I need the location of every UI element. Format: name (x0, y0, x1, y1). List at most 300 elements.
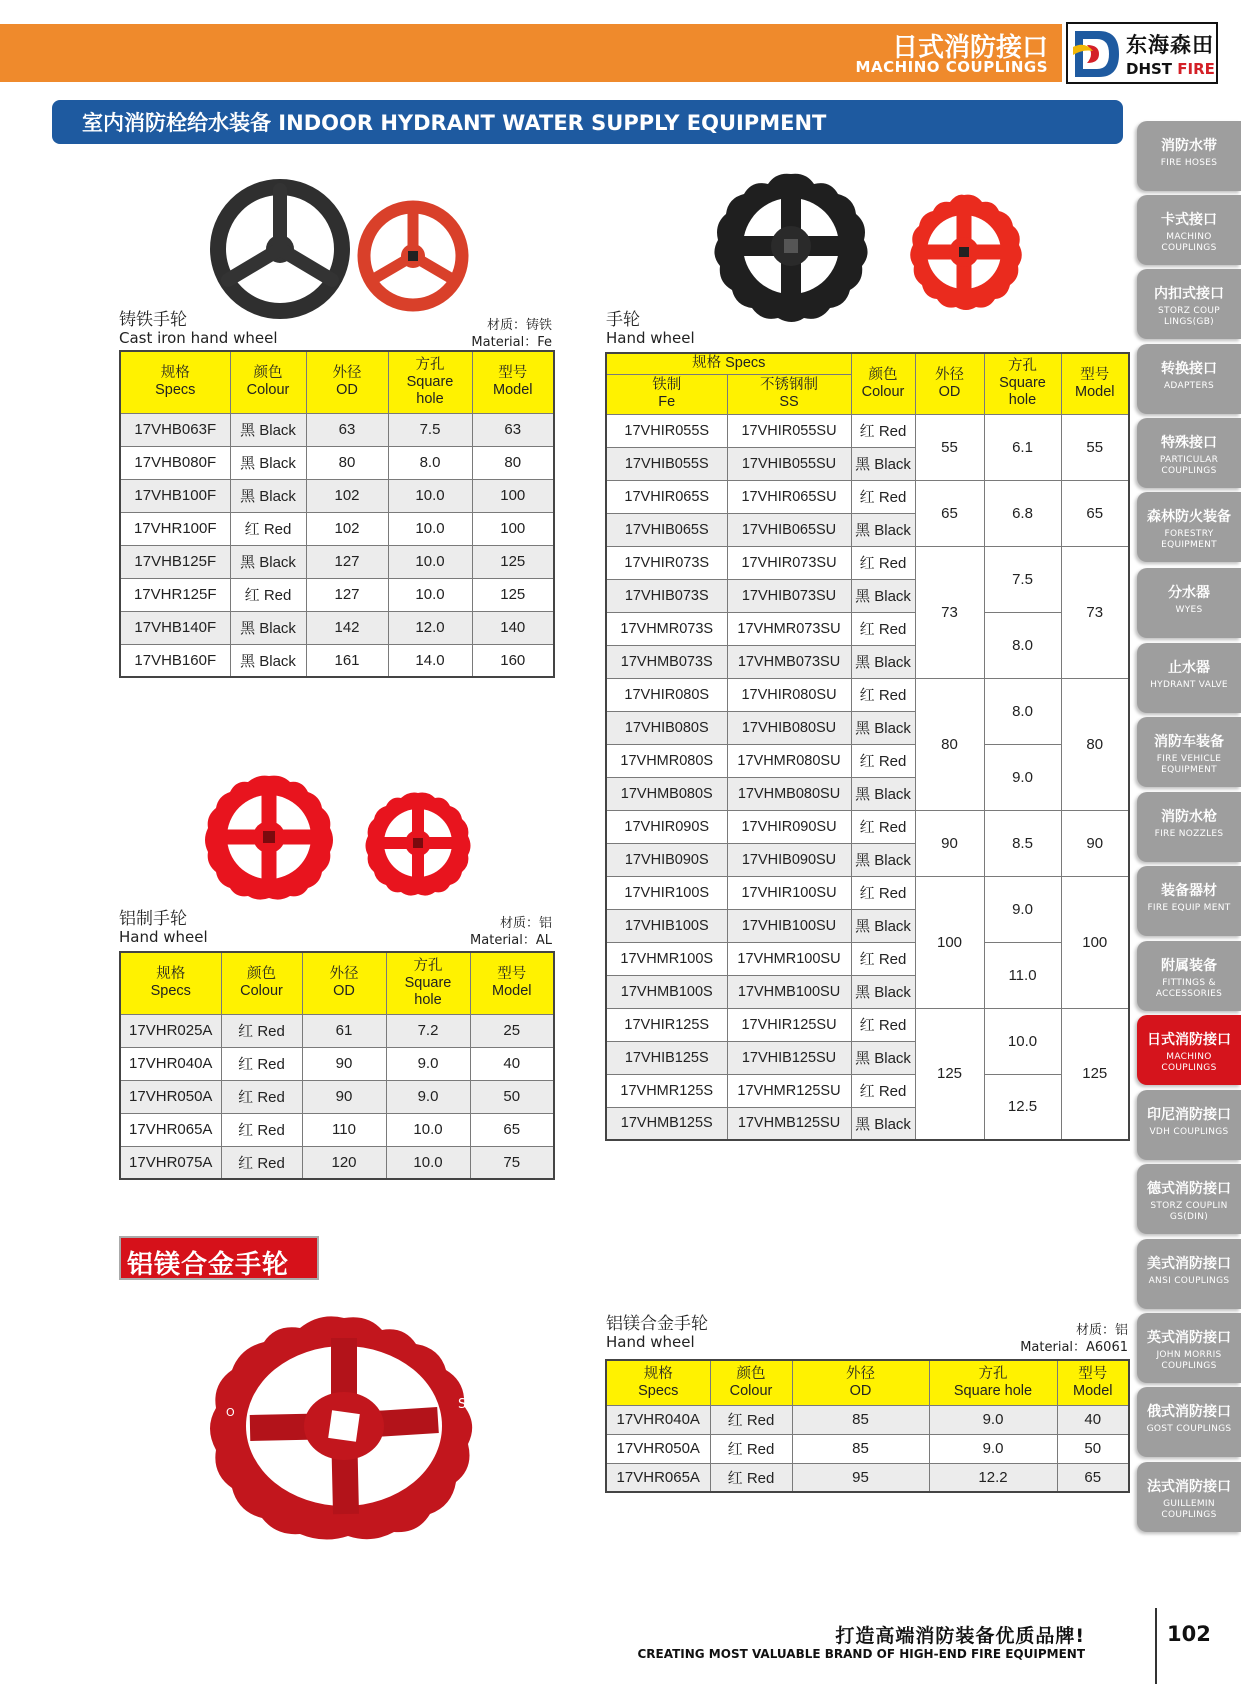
side-nav-item[interactable] (1137, 1015, 1241, 1085)
table-cell: 160 (472, 644, 554, 677)
table-row (120, 1080, 554, 1113)
col-specs-group: 规格 Specs (606, 353, 851, 374)
table-cell: 17VHIR100SU (727, 876, 851, 909)
table-cell: 90 (302, 1047, 386, 1080)
table-cell: 85 (792, 1405, 929, 1434)
table-cell: 17VHB160F (120, 644, 230, 677)
table-cell: 红 Red (221, 1113, 302, 1146)
aluminium-title-cn: 铝制手轮 (119, 909, 187, 929)
od-cell: 100 (915, 876, 984, 1008)
table-cell: 黑 Black (230, 644, 306, 677)
table-cell: 25 (470, 1014, 554, 1047)
od-cell: 55 (915, 414, 984, 480)
header-bar (0, 24, 1062, 82)
side-nav-item[interactable] (1137, 568, 1241, 638)
side-nav-item-label-en: VDH COUPLINGS (1149, 1127, 1229, 1137)
side-nav-item-label-en: JOHN MORRIS COUPLINGS (1156, 1350, 1222, 1371)
handwheel-black-image (708, 168, 874, 328)
table-cell: 17VHMB100SU (727, 975, 851, 1008)
section-title-bar (52, 100, 1123, 144)
table-cell: 黑 Black (851, 777, 915, 810)
side-nav-item-label-en: FIRE NOZZLES (1154, 829, 1224, 839)
side-nav-item[interactable] (1137, 941, 1241, 1011)
table-cell: 17VHIR065S (606, 480, 727, 513)
table-cell: 17VHIR055S (606, 414, 727, 447)
table-row (120, 413, 554, 446)
table-cell: 65 (470, 1113, 554, 1146)
table-cell: 65 (1057, 1463, 1129, 1492)
table-cell: 17VHR100F (120, 512, 230, 545)
col-square-hole: 方孔 Square hole (386, 952, 470, 1014)
square-hole-cell: 6.8 (984, 480, 1061, 546)
table-cell: 17VHR040A (120, 1047, 221, 1080)
table-cell: 17VHR040A (606, 1405, 710, 1434)
side-nav-item[interactable] (1137, 1462, 1241, 1532)
table-cell: 17VHIB073SU (727, 579, 851, 612)
table-cell: 红 Red (230, 578, 306, 611)
square-hole-cell: 9.0 (984, 744, 1061, 810)
table-row (120, 1047, 554, 1080)
col-model: 型号 Model (1061, 353, 1129, 414)
table-cell: 17VHMB080S (606, 777, 727, 810)
alloy-title-cn: 铝镁合金手轮 (606, 1314, 708, 1334)
table-cell: 17VHIB080S (606, 711, 727, 744)
table-cell: 黑 Black (230, 611, 306, 644)
table-cell: 红 Red (851, 942, 915, 975)
od-cell: 125 (915, 1008, 984, 1140)
table-cell: 红 Red (851, 678, 915, 711)
table-cell: 10.0 (388, 479, 472, 512)
table-cell: 红 Red (710, 1405, 792, 1434)
table-cell: 61 (302, 1014, 386, 1047)
cast-iron-table-body (120, 413, 554, 677)
table-cell: 40 (470, 1047, 554, 1080)
side-nav-item-label-en: MACHINO COUPLINGS (1161, 1052, 1217, 1073)
cast-iron-material-en: Material：Fe (471, 335, 552, 350)
table-cell: 10.0 (388, 578, 472, 611)
model-cell: 73 (1061, 546, 1129, 678)
table-cell: 142 (306, 611, 388, 644)
table-cell: 黑 Black (851, 579, 915, 612)
table-row (606, 546, 1129, 579)
model-cell: 55 (1061, 414, 1129, 480)
table-cell: 黑 Black (230, 446, 306, 479)
side-nav-item[interactable] (1137, 717, 1241, 787)
table-cell: 17VHB140F (120, 611, 230, 644)
table-cell: 黑 Black (230, 479, 306, 512)
table-cell: 17VHMR080S (606, 744, 727, 777)
logo-text-cn: 东海森田 (1126, 33, 1214, 57)
table-row (606, 876, 1129, 909)
side-nav-item-label-en: ADAPTERS (1163, 381, 1215, 391)
table-cell: 9.0 (929, 1405, 1057, 1434)
square-hole-cell: 11.0 (984, 942, 1061, 1008)
table-row (606, 1074, 1129, 1107)
table-row (606, 1405, 1129, 1434)
side-nav-item-label-cn: 森林防火装备 (1147, 509, 1231, 525)
col-specs: 规格 Specs (120, 952, 221, 1014)
table-cell: 80 (472, 446, 554, 479)
cast-iron-material-cn: 材质：铸铁 (486, 318, 552, 333)
col-square-hole: 方孔 Square hole (984, 353, 1061, 414)
table-cell: 17VHMB100S (606, 975, 727, 1008)
side-nav-item-label-cn: 美式消防接口 (1147, 1256, 1231, 1272)
table-cell: 7.2 (386, 1014, 470, 1047)
footer-slogan-cn: 打造高端消防装备优质品牌! (835, 1625, 1085, 1647)
square-hole-cell: 6.1 (984, 414, 1061, 480)
table-row (606, 744, 1129, 777)
table-row (606, 810, 1129, 843)
table-cell: 17VHIB080SU (727, 711, 851, 744)
square-hole-cell: 7.5 (984, 546, 1061, 612)
side-nav-item-label-en: ANSI COUPLINGS (1148, 1276, 1230, 1286)
col-colour: 颜色 Colour (710, 1360, 792, 1405)
table-cell: 17VHMR073SU (727, 612, 851, 645)
table-cell: 12.0 (388, 611, 472, 644)
table-cell: 17VHMR073S (606, 612, 727, 645)
table-cell: 红 Red (851, 546, 915, 579)
table-cell: 17VHIB073S (606, 579, 727, 612)
table-cell: 17VHIB090S (606, 843, 727, 876)
aluminium-table (119, 951, 555, 1180)
cast-iron-red-wheel-image (350, 198, 476, 314)
side-nav-item[interactable] (1137, 195, 1241, 265)
table-cell: 17VHMB080SU (727, 777, 851, 810)
table-cell: 102 (306, 479, 388, 512)
table-row (606, 612, 1129, 645)
table-cell: 17VHIB065SU (727, 513, 851, 546)
table-cell: 17VHMR080SU (727, 744, 851, 777)
table-cell: 红 Red (851, 876, 915, 909)
od-cell: 65 (915, 480, 984, 546)
alloy-wheel-image (196, 1308, 492, 1540)
table-cell: 85 (792, 1434, 929, 1463)
side-nav-item-label-cn: 印尼消防接口 (1147, 1107, 1231, 1123)
table-cell: 17VHIB125S (606, 1041, 727, 1074)
square-hole-cell: 12.5 (984, 1074, 1061, 1140)
col-od: 外径 OD (306, 351, 388, 413)
table-cell: 50 (1057, 1434, 1129, 1463)
table-cell: 90 (302, 1080, 386, 1113)
side-nav-item-label-cn: 消防水枪 (1161, 809, 1217, 825)
side-nav-item-label-cn: 转换接口 (1161, 361, 1217, 377)
table-cell: 100 (472, 479, 554, 512)
side-nav-item-label-cn: 止水器 (1168, 660, 1210, 676)
table-cell: 黑 Black (851, 909, 915, 942)
table-cell: 12.2 (929, 1463, 1057, 1492)
side-nav-item[interactable] (1137, 643, 1241, 713)
side-nav-item-label-en: GUILLEMIN COUPLINGS (1161, 1499, 1217, 1520)
table-cell: 红 Red (230, 512, 306, 545)
table-cell: 17VHR025A (120, 1014, 221, 1047)
side-nav-item-label-cn: 附属装备 (1161, 958, 1217, 974)
col-colour: 颜色 Colour (221, 952, 302, 1014)
side-nav-item[interactable] (1137, 121, 1241, 191)
table-cell: 17VHIB125SU (727, 1041, 851, 1074)
alloy-table-body (606, 1405, 1129, 1492)
side-nav-item-label-cn: 分水器 (1168, 585, 1210, 601)
table-cell: 17VHR065A (606, 1463, 710, 1492)
table-row (606, 1463, 1129, 1492)
side-nav-item-label-en: PARTICULAR COUPLINGS (1159, 455, 1219, 476)
side-nav-item[interactable] (1137, 792, 1241, 862)
header-title-en: MACHINO COUPLINGS (855, 58, 1048, 76)
table-row (606, 1434, 1129, 1463)
side-nav-item-label-en: FORESTRY EQUIPMENT (1161, 529, 1217, 550)
table-cell: 红 Red (710, 1434, 792, 1463)
side-nav-item[interactable] (1137, 344, 1241, 414)
footer-divider (1155, 1608, 1157, 1684)
side-nav-item[interactable] (1137, 1313, 1241, 1383)
table-cell: 红 Red (851, 414, 915, 447)
table-cell: 17VHR075A (120, 1146, 221, 1179)
table-cell: 17VHIR073SU (727, 546, 851, 579)
model-cell: 80 (1061, 678, 1129, 810)
side-nav-item[interactable] (1137, 269, 1241, 339)
table-cell: 9.0 (929, 1434, 1057, 1463)
table-cell: 125 (472, 545, 554, 578)
table-cell: 17VHIR055SU (727, 414, 851, 447)
table-cell: 17VHIR090S (606, 810, 727, 843)
col-specs: 规格 Specs (606, 1360, 710, 1405)
table-cell: 黑 Black (851, 513, 915, 546)
table-cell: 17VHMB073S (606, 645, 727, 678)
table-cell: 17VHIB100SU (727, 909, 851, 942)
aluminium-title-en: Hand wheel (119, 928, 208, 946)
side-nav-item-label-cn: 英式消防接口 (1147, 1330, 1231, 1346)
table-cell: 17VHMB073SU (727, 645, 851, 678)
od-cell: 80 (915, 678, 984, 810)
table-cell: 红 Red (710, 1463, 792, 1492)
table-cell: 17VHR050A (606, 1434, 710, 1463)
table-cell: 17VHIR080SU (727, 678, 851, 711)
table-cell: 120 (302, 1146, 386, 1179)
table-row (606, 942, 1129, 975)
table-cell: 7.5 (388, 413, 472, 446)
model-cell: 100 (1061, 876, 1129, 1008)
side-nav-item-label-en: FITTINGS & ACCESSORIES (1155, 978, 1223, 999)
table-cell: 黑 Black (851, 447, 915, 480)
handwheel-red-image (900, 190, 1028, 316)
side-nav-item-label-en: MACHINO COUPLINGS (1161, 232, 1217, 253)
side-nav-item-label-cn: 俄式消防接口 (1147, 1404, 1231, 1420)
table-row (120, 446, 554, 479)
table-cell: 黑 Black (851, 645, 915, 678)
aluminium-table-body (120, 1014, 554, 1179)
side-nav-item-label-cn: 内扣式接口 (1154, 286, 1224, 302)
table-cell: 17VHIB090SU (727, 843, 851, 876)
table-cell: 17VHIB065S (606, 513, 727, 546)
side-nav-item-label-cn: 特殊接口 (1161, 435, 1217, 451)
alloy-title-en: Hand wheel (606, 1333, 695, 1351)
cast-iron-table (119, 350, 555, 678)
side-nav-item-label-en: STORZ COUPLIN GS(DIN) (1150, 1201, 1228, 1222)
alloy-heading-box (119, 1236, 319, 1280)
side-nav-item[interactable] (1137, 1164, 1241, 1234)
table-cell: 红 Red (851, 1074, 915, 1107)
table-cell: 63 (306, 413, 388, 446)
table-cell: 红 Red (851, 1008, 915, 1041)
side-nav-item[interactable] (1137, 492, 1241, 562)
table-row (120, 1014, 554, 1047)
side-nav-item[interactable] (1137, 866, 1241, 936)
col-colour: 颜色 Colour (230, 351, 306, 413)
square-hole-cell: 8.0 (984, 612, 1061, 678)
side-nav-item-label-cn: 日式消防接口 (1147, 1032, 1231, 1048)
table-cell: 17VHIR090SU (727, 810, 851, 843)
col-ss: 不锈钢制 SS (727, 374, 851, 414)
table-cell: 黑 Black (230, 545, 306, 578)
alloy-material-en: Material：A6061 (1020, 1340, 1128, 1355)
side-nav-item-label-cn: 消防水带 (1161, 138, 1217, 154)
table-cell: 17VHIR065SU (727, 480, 851, 513)
table-row (606, 678, 1129, 711)
model-cell: 65 (1061, 480, 1129, 546)
table-cell: 17VHR050A (120, 1080, 221, 1113)
side-nav-item[interactable] (1137, 1239, 1241, 1309)
table-cell: 17VHB125F (120, 545, 230, 578)
model-cell: 90 (1061, 810, 1129, 876)
aluminium-material-cn: 材质：铝 (499, 916, 552, 931)
table-cell: 17VHMR100S (606, 942, 727, 975)
table-cell: 17VHR125F (120, 578, 230, 611)
od-cell: 90 (915, 810, 984, 876)
table-cell: 10.0 (386, 1146, 470, 1179)
table-row (120, 1146, 554, 1179)
table-cell: 10.0 (386, 1113, 470, 1146)
col-model: 型号 Model (1057, 1360, 1129, 1405)
side-nav-item-label-en: WYES (1175, 605, 1203, 615)
table-cell: 9.0 (386, 1047, 470, 1080)
model-cell: 125 (1061, 1008, 1129, 1140)
aluminium-material-en: Material：AL (470, 933, 552, 948)
table-row (606, 480, 1129, 513)
table-cell: 17VHIB100S (606, 909, 727, 942)
table-cell: 80 (306, 446, 388, 479)
table-cell: 8.0 (388, 446, 472, 479)
table-cell: 63 (472, 413, 554, 446)
table-cell: 17VHB080F (120, 446, 230, 479)
alloy-table (605, 1359, 1130, 1493)
table-cell: 102 (306, 512, 388, 545)
square-hole-cell: 9.0 (984, 876, 1061, 942)
table-cell: 黑 Black (230, 413, 306, 446)
side-nav-item-label-en: FIRE EQUIP MENT (1147, 903, 1231, 913)
handwheel-table-body (606, 414, 1129, 1140)
table-cell: 17VHIR073S (606, 546, 727, 579)
alloy-material-cn: 材质：铝 (1075, 1323, 1128, 1338)
table-cell: 17VHIR125SU (727, 1008, 851, 1041)
side-nav-item[interactable] (1137, 1090, 1241, 1160)
header-title-cn: 日式消防接口 (891, 33, 1048, 63)
table-cell: 10.0 (388, 512, 472, 545)
col-colour: 颜色 Colour (851, 353, 915, 414)
col-fe: 铁制 Fe (606, 374, 727, 414)
square-hole-cell: 8.5 (984, 810, 1061, 876)
table-cell: 黑 Black (851, 975, 915, 1008)
table-cell: 17VHMB125S (606, 1107, 727, 1140)
table-cell: 17VHIB055SU (727, 447, 851, 480)
table-row (120, 512, 554, 545)
table-cell: 17VHIR100S (606, 876, 727, 909)
table-cell: 9.0 (386, 1080, 470, 1113)
table-cell: 161 (306, 644, 388, 677)
svg-text:S: S (458, 1397, 467, 1412)
col-model: 型号 Model (472, 351, 554, 413)
table-cell: 红 Red (851, 612, 915, 645)
side-nav-item-label-en: FIRE VEHICLE EQUIPMENT (1156, 754, 1222, 775)
side-nav-item-label-en: STORZ COUP LINGS(GB) (1158, 306, 1220, 327)
table-cell: 17VHMB125SU (727, 1107, 851, 1140)
page-number: 102 (1167, 1622, 1211, 1646)
table-row (120, 644, 554, 677)
table-cell: 100 (472, 512, 554, 545)
table-cell: 14.0 (388, 644, 472, 677)
side-nav-item[interactable] (1137, 1387, 1241, 1457)
col-od: 外径 OD (302, 952, 386, 1014)
table-row (606, 414, 1129, 447)
table-cell: 127 (306, 578, 388, 611)
side-nav-item[interactable] (1137, 418, 1241, 488)
table-cell: 10.0 (388, 545, 472, 578)
table-cell: 17VHMR125S (606, 1074, 727, 1107)
table-row (120, 545, 554, 578)
handwheel-title-cn: 手轮 (606, 310, 640, 330)
table-cell: 17VHR065A (120, 1113, 221, 1146)
col-od: 外径 OD (915, 353, 984, 414)
side-nav-item-label-en: FIRE HOSES (1160, 158, 1218, 168)
table-cell: 75 (470, 1146, 554, 1179)
col-square-hole: 方孔 Square hole (388, 351, 472, 413)
side-nav-item-label-cn: 消防车装备 (1154, 734, 1224, 750)
cast-iron-title-en: Cast iron hand wheel (119, 329, 278, 347)
side-nav-item-label-en: GOST COUPLINGS (1146, 1424, 1232, 1434)
table-row (120, 1113, 554, 1146)
side-nav-item-label-cn: 德式消防接口 (1147, 1181, 1231, 1197)
col-square-hole: 方孔 Square hole (929, 1360, 1057, 1405)
table-cell: 黑 Black (851, 1107, 915, 1140)
logo-text-en: DHST FIRE (1126, 60, 1215, 78)
side-nav-item-label-cn: 装备器材 (1161, 883, 1217, 899)
cast-iron-black-wheel-image (200, 178, 360, 320)
logo-emblem-icon (1071, 27, 1123, 81)
table-cell: 红 Red (221, 1014, 302, 1047)
table-cell: 黑 Black (851, 843, 915, 876)
handwheel-table (605, 352, 1130, 1141)
table-cell: 黑 Black (851, 711, 915, 744)
table-cell: 红 Red (221, 1080, 302, 1113)
table-row (120, 611, 554, 644)
table-cell: 140 (472, 611, 554, 644)
side-nav-item-label-cn: 法式消防接口 (1147, 1479, 1231, 1495)
cast-iron-title-cn: 铸铁手轮 (119, 310, 187, 330)
table-row (120, 578, 554, 611)
table-cell: 127 (306, 545, 388, 578)
side-nav-item-label-en: HYDRANT VALVE (1150, 680, 1228, 690)
table-cell: 110 (302, 1113, 386, 1146)
table-cell: 17VHMR100SU (727, 942, 851, 975)
table-cell: 红 Red (851, 744, 915, 777)
col-model: 型号 Model (470, 952, 554, 1014)
table-cell: 125 (472, 578, 554, 611)
handwheel-title-en: Hand wheel (606, 329, 695, 347)
table-cell: 17VHB100F (120, 479, 230, 512)
table-cell: 红 Red (221, 1047, 302, 1080)
table-row (606, 1008, 1129, 1041)
table-cell: 红 Red (851, 810, 915, 843)
table-cell: 17VHMR125SU (727, 1074, 851, 1107)
table-cell: 黑 Black (851, 1041, 915, 1074)
